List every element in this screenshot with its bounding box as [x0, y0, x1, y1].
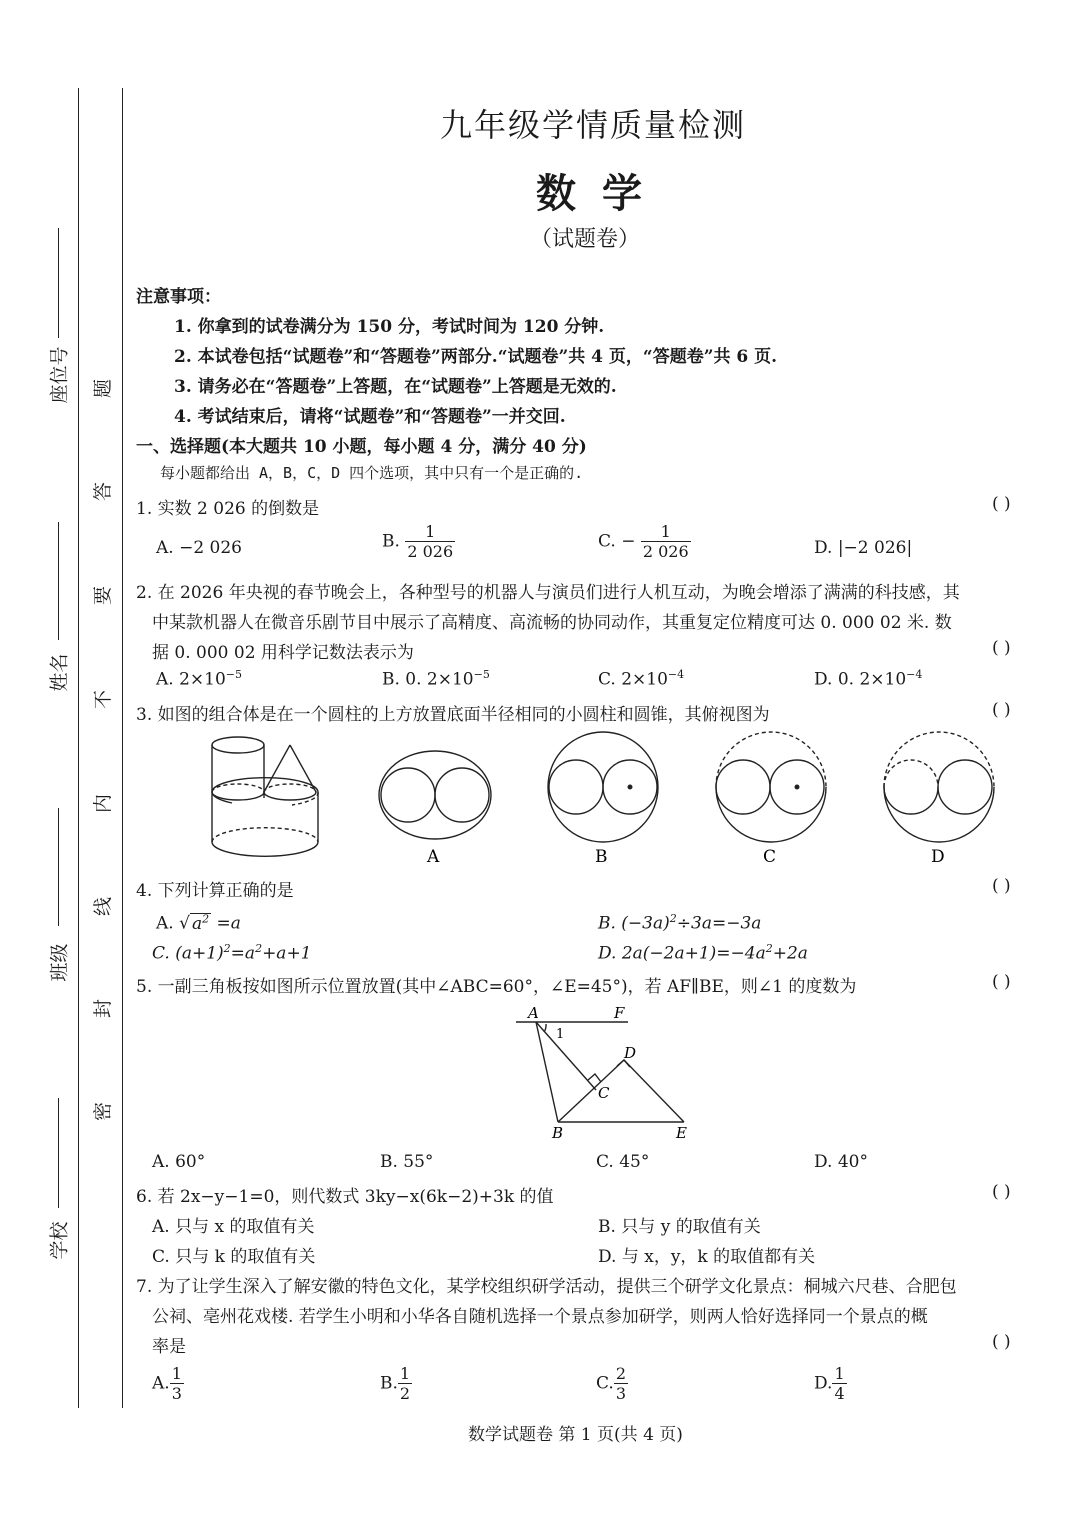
q3-label-a: A: [427, 847, 440, 867]
q3-option-d-view[interactable]: [884, 732, 994, 842]
paper-type: （试题卷）: [530, 227, 641, 252]
answer-paren[interactable]: ( ): [992, 1332, 1011, 1352]
seal-word: 封: [92, 998, 115, 1019]
seal-word: 密: [92, 1101, 115, 1122]
fraction: $\frac{1}{2 026}$: [642, 522, 689, 561]
point-label: F: [614, 1004, 625, 1022]
radical-sign: √: [179, 913, 190, 934]
q5-option-a[interactable]: A. 60°: [152, 1152, 206, 1172]
q3-option-c-view[interactable]: [716, 732, 826, 842]
seal-word: 要: [92, 585, 115, 606]
q6-option-d[interactable]: D. 与 x，y，k 的取值都有关: [598, 1247, 816, 1267]
point-label: C: [598, 1084, 610, 1102]
point-label: B: [552, 1124, 564, 1142]
q3-label-c: C: [763, 847, 777, 867]
note-item: 2. 本试卷包括“试题卷”和“答题卷”两部分.“试题卷”共 4 页，“答题卷”共 6 页.: [174, 347, 778, 367]
q7-option-c[interactable]: C. $\frac{2}{3}$: [596, 1364, 626, 1403]
q6-option-b[interactable]: B. 只与 y 的取值有关: [598, 1217, 761, 1237]
answer-paren[interactable]: ( ): [992, 876, 1011, 896]
seal-word: 答: [92, 481, 115, 502]
answer-paren[interactable]: ( ): [992, 972, 1011, 992]
q7-option-a[interactable]: A. $\frac{1}{3}$: [152, 1364, 182, 1403]
q2-line: 2. 在 2026 年央视的春节晚会上，各种型号的机器人与演员们进行人机互动，为晚会增添了满满的科技感，其: [136, 583, 960, 603]
q3-label-b: B: [595, 847, 608, 867]
angle-label: 1: [556, 1027, 565, 1042]
section-instruction: 每小题都给出 A，B，C，D 四个选项，其中只有一个是正确的.: [160, 464, 584, 482]
q5-stem: 5. 一副三角板按如图所示位置放置(其中∠ABC=60°，∠E=45°)，若 AF∥BE，则∠1 的度数为: [136, 977, 857, 997]
point-label: E: [676, 1124, 687, 1142]
q5-figure: [500, 1000, 720, 1145]
fraction: $\frac{1}{2 026}$: [407, 522, 454, 561]
point-label: D: [624, 1044, 637, 1062]
section-heading: 一、选择题(本大题共 10 小题，每小题 4 分，满分 40 分): [136, 437, 587, 457]
q4-option-b[interactable]: B. $(-3a)^2\div 3a=-3a$: [598, 912, 762, 934]
class-label: 班级: [48, 943, 71, 982]
point-label: A: [528, 1004, 539, 1022]
q4-option-a[interactable]: A. √ $a^2 =a$: [156, 912, 241, 934]
q5-option-c[interactable]: C. 45°: [596, 1152, 650, 1172]
answer-paren[interactable]: ( ): [992, 494, 1011, 514]
note-item: 4. 考试结束后，请将“试题卷”和“答题卷”一并交回.: [174, 407, 566, 427]
notes-heading: 注意事项：: [136, 287, 221, 307]
q4-option-d[interactable]: D. $2a(-2a+1)=-4a^2+2a$: [598, 942, 808, 964]
q2-line: 据 0. 000 02 用科学记数法表示为: [152, 643, 414, 663]
q6-option-c[interactable]: C. 只与 k 的取值有关: [152, 1247, 316, 1267]
q6-stem: 6. 若 2x−y−1=0，则代数式 3ky−x(6k−2)+3k 的值: [136, 1187, 554, 1207]
note-item: 3. 请务必在“答题卷”上答题，在“试题卷”上答题是无效的.: [174, 377, 617, 397]
answer-paren[interactable]: ( ): [992, 1182, 1011, 1202]
q2-option-c[interactable]: C. $2\times 10^{-4}$: [598, 668, 685, 690]
name-label: 姓名: [48, 653, 71, 692]
page-footer: 数学试题卷 第 1 页(共 4 页): [468, 1425, 683, 1445]
q1-option-d[interactable]: D. |−2 026|: [814, 538, 913, 558]
q1-option-a[interactable]: A. −2 026: [156, 538, 242, 558]
option-label: B.: [382, 531, 400, 552]
q1-stem: 1. 实数 2 026 的倒数是: [136, 499, 320, 519]
q3-option-a-view[interactable]: [379, 751, 491, 839]
answer-paren[interactable]: ( ): [992, 700, 1011, 720]
seal-word: 不: [92, 689, 115, 710]
q2-option-a[interactable]: A. $2\times 10^{-5}$: [156, 668, 242, 690]
q7-line: 率是: [152, 1337, 186, 1357]
q3-label-d: D: [931, 847, 945, 867]
q7-line: 7. 为了让学生深入了解安徽的特色文化，某学校组织研学活动，提供三个研学文化景点：桐城六尺巷、合肥包: [136, 1277, 957, 1297]
school-blank: [58, 1098, 59, 1208]
q7-option-b[interactable]: B. $\frac{1}{2}$: [380, 1364, 411, 1403]
seal-word: 题: [92, 378, 115, 399]
school-label: 学校: [48, 1221, 71, 1260]
q5-option-b[interactable]: B. 55°: [380, 1152, 434, 1172]
composite-solid: [212, 737, 318, 856]
exam-title: 九年级学情质量检测: [440, 106, 747, 144]
seal-word: 线: [92, 896, 115, 917]
q6-option-a[interactable]: A. 只与 x 的取值有关: [152, 1217, 315, 1237]
q2-line: 中某款机器人在微音乐剧节目中展示了高精度、高流畅的协同动作，其重复定位精度可达 0. 000 02 米. 数: [152, 613, 952, 633]
q3-option-b-view[interactable]: [548, 732, 658, 842]
q2-option-d[interactable]: D. 0. $2\times 10^{-4}$: [814, 668, 923, 690]
option-label: C. −: [598, 531, 636, 552]
q7-option-d[interactable]: D. $\frac{1}{4}$: [814, 1364, 845, 1403]
q3-stem: 3. 如图的组合体是在一个圆柱的上方放置底面半径相同的小圆柱和圆锥，其俯视图为: [136, 705, 770, 725]
q5-option-d[interactable]: D. 40°: [814, 1152, 868, 1172]
seat-number-label: 座位号: [48, 346, 71, 404]
q7-line: 公祠、亳州花戏楼. 若学生小明和小华各自随机选择一个景点参加研学，则两人恰好选择同一个景点的概: [152, 1307, 928, 1327]
answer-paren[interactable]: ( ): [992, 638, 1011, 658]
q4-option-c[interactable]: C. $(a+1)^2=a^2+a+1$: [152, 942, 312, 964]
q2-option-b[interactable]: B. 0. $2\times 10^{-5}$: [382, 668, 490, 690]
note-item: 1. 你拿到的试卷满分为 150 分，考试时间为 120 分钟.: [174, 317, 605, 337]
seal-word: 内: [92, 793, 115, 814]
subject-title: 数学: [536, 170, 668, 217]
q4-stem: 4. 下列计算正确的是: [136, 881, 294, 901]
